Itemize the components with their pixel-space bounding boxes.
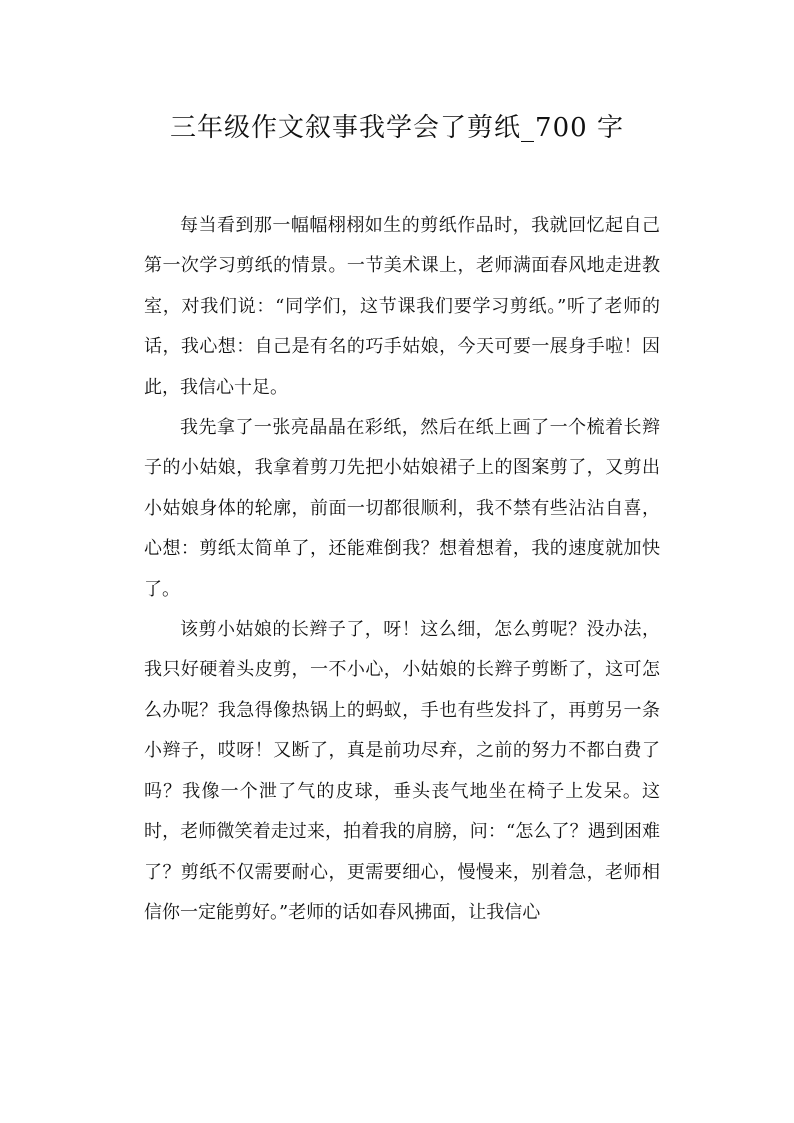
paragraph-1: 每当看到那一幅幅栩栩如生的剪纸作品时，我就回忆起自己第一次学习剪纸的情景。一节美术课上，老师满面春风地走进教室，对我们说：“同学们，这节课我们要学习剪纸。”听了老师的话，我心想：自己是有名的巧手姑娘，今天可要一展身手啦！因此，我信心十足。 xyxy=(144,215,660,398)
paragraph-3: 该剪小姑娘的长辫子了，呀！这么细，怎么剪呢？没办法，我只好硬着头皮剪，一不小心，小姑娘的长辫子剪断了，这可怎么办呢？我急得像热锅上的蚂蚁，手也有些发抖了，再剪另一条小辫子，哎呀！又断了，真是前功尽弃，之前的努力不都白费了吗？我像一个泄了气的皮球，垂头丧气地坐在椅子上发呆。这时，老师微笑着走过来，拍着我的肩膀，问：“怎么了？遇到困难了？剪纸不仅需要耐心，更需要细心，慢慢来，别着急，老师相信你一定能剪好。”老师的话如春风拂面，让我信心 xyxy=(144,619,660,923)
document-title: 三年级作文叙事我学会了剪纸_700 字 xyxy=(170,113,624,143)
paragraph-2: 我先拿了一张亮晶晶在彩纸，然后在纸上画了一个梳着长辫子的小姑娘，我拿着剪刀先把小姑娘裙子上的图案剪了，又剪出小姑娘身体的轮廓，前面一切都很顺利，我不禁有些沾沾自喜，心想：剪纸太简单了，还能难倒我？想着想着，我的速度就加快了。 xyxy=(144,417,660,600)
document-body xyxy=(144,206,660,933)
